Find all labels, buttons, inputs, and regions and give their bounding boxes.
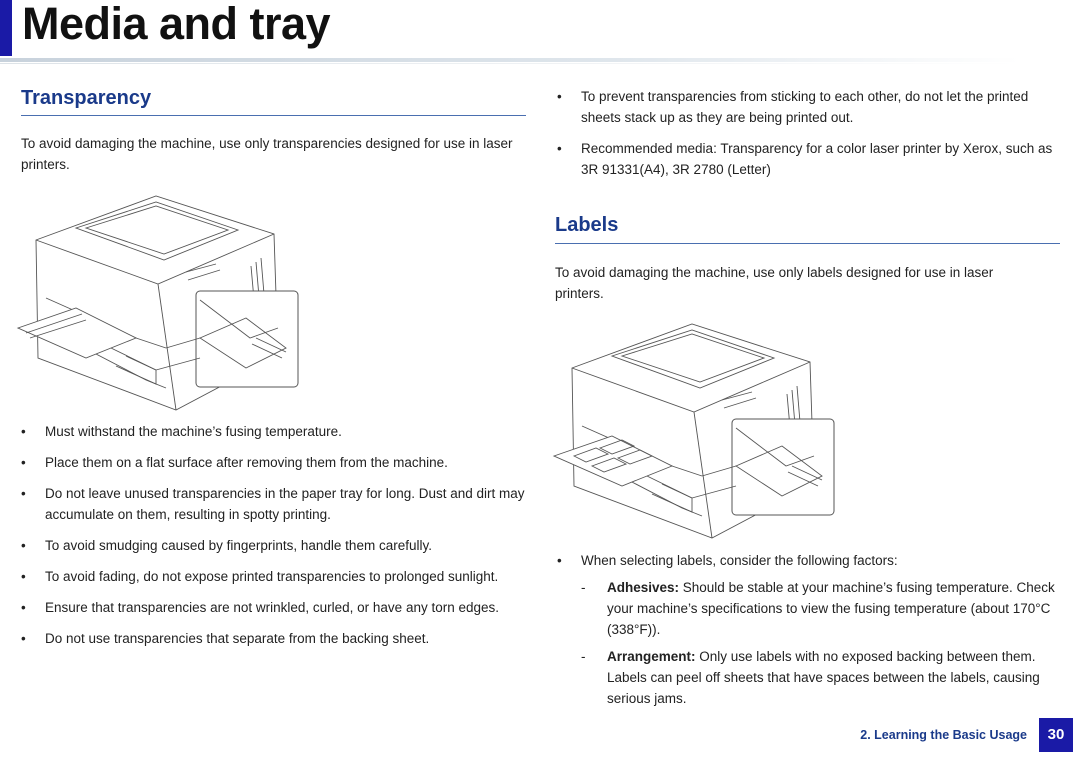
list-item: • To avoid fading, do not expose printed transparencies to prolonged sunlight. xyxy=(21,569,499,584)
list-item: • To prevent transparencies from sticking to each other, do not let the printed sheets stack up as they are being printed out. xyxy=(557,89,1029,125)
page-number: 30 xyxy=(1039,718,1073,752)
list-item: • When selecting labels, consider the following factors: xyxy=(557,553,898,568)
transparency-heading: Transparency xyxy=(21,87,152,109)
transparency-continued-list xyxy=(555,86,1065,190)
transparency-bullet-list xyxy=(19,421,529,659)
list-item: • To avoid smudging caused by fingerprints, handle them carefully. xyxy=(21,538,432,553)
title-divider xyxy=(0,58,1020,62)
title-divider-shadow xyxy=(0,63,1020,64)
title-accent-bar xyxy=(0,0,12,56)
printer-transparency-illustration xyxy=(16,188,306,416)
labels-heading-rule xyxy=(555,243,1060,244)
list-item: • Do not use transparencies that separate from the backing sheet. xyxy=(21,631,430,646)
list-item: • Ensure that transparencies are not wrinkled, curled, or have any torn edges. xyxy=(21,600,500,615)
page-title: Media and tray xyxy=(22,0,331,49)
printer-labels-illustration xyxy=(552,316,842,544)
footer-chapter-link[interactable]: 2. Learning the Basic Usage xyxy=(860,728,1027,742)
list-item: • Must withstand the machine’s fusing temperature. xyxy=(21,424,342,439)
list-item: • Place them on a flat surface after removing them from the machine. xyxy=(21,455,448,470)
labels-factor-adhesives: - Adhesives: Should be stable at your machine’s fusing temperature. Check your machine’s specifications to view the fusing temperature (about 170°C (338°F)). xyxy=(581,580,1055,637)
list-item: • Do not leave unused transparencies in the paper tray for long. Dust and dirt may accumulate on them, resulting in spotty printing. xyxy=(21,486,525,522)
labels-intro: To avoid damaging the machine, use only labels designed for use in laser printers. xyxy=(555,265,994,301)
labels-heading: Labels xyxy=(555,214,619,236)
list-item: • Recommended media: Transparency for a color laser printer by Xerox, such as 3R 91331(A4), 3R 2780 (Letter) xyxy=(557,141,1053,177)
labels-factor-arrangement: - Arrangement: Only use labels with no exposed backing between them. Labels can peel off sheets that have spaces between the labels, causing serious jams. xyxy=(581,649,1040,706)
transparency-intro: To avoid damaging the machine, use only transparencies designed for use in laser printers. xyxy=(21,136,513,172)
transparency-heading-rule xyxy=(21,115,526,116)
